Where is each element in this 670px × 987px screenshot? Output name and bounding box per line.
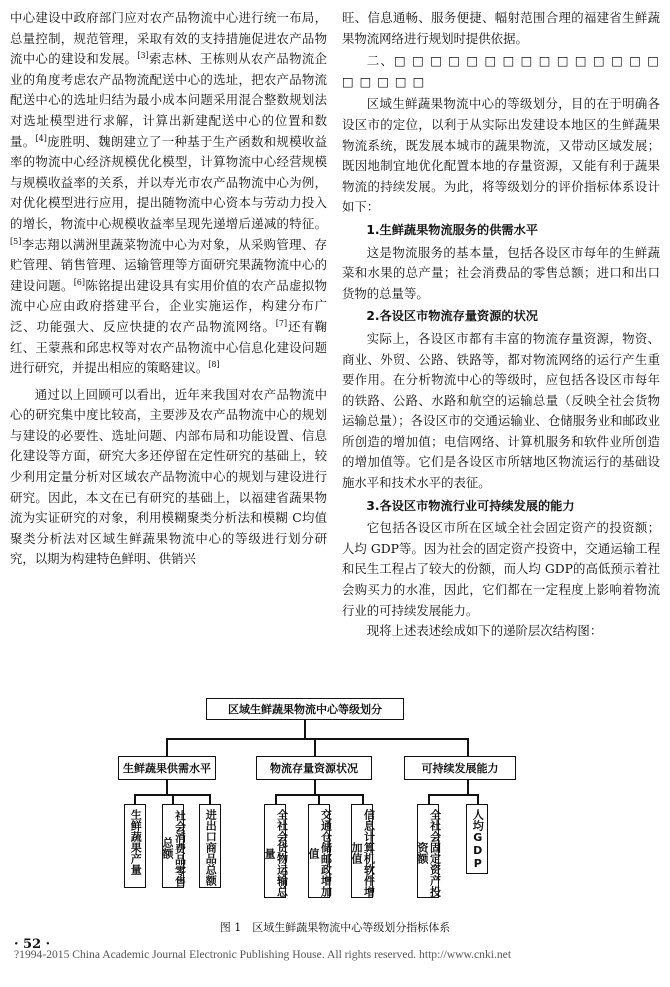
leaf-label: 人均GDP bbox=[471, 809, 485, 870]
leaf-label: 信息计算机软件增加值 bbox=[350, 809, 376, 897]
closing-sentence: 现将上述表述绘成如下的递阶层次结构图： bbox=[366, 623, 603, 639]
leaf-label: 全社会固定资产投资额 bbox=[416, 809, 442, 897]
connector bbox=[467, 780, 469, 794]
leaf-label: 社会消费品零售总额 bbox=[161, 809, 187, 887]
group-node-logistics-stock bbox=[256, 756, 372, 780]
text-run: 索志林、王栋则从农产品物流企业的角度考虑农产品物流配送中心的选址，把农产品物流配送中心的选址归结为最小成本问题采用混合整数规划法对选址模型进行求解，计算出新建配送中心的位置和数量。 bbox=[10, 51, 328, 149]
root-label: 区域生鲜蔬果物流中心等级划分 bbox=[228, 703, 382, 716]
text-run: 陈铭提出建设具有实用价值的农产品虚拟物流中心应由政府搭建平台，企业实施运作，构建分布广泛、功能强大、反应快捷的农产品物流网络。 bbox=[10, 277, 328, 334]
item1-text: 这是物流服务的基本量，包括各设区市每年的生鲜蔬菜和水果的总产量；社会消费品的零售总额；进口和出口货物的总量等。 bbox=[342, 244, 660, 301]
connector bbox=[134, 794, 136, 804]
connector bbox=[428, 794, 430, 804]
group-label: 可持续发展能力 bbox=[421, 762, 499, 775]
left-paragraph-2: 通过以上回顾可以看出，近年来我国对农产品物流中心的研究集中度比较高，主要涉及农产品物流中心的规划与建设的必要性、选址问题、内部布局和功能设置、信息化建设等方面，研究大多还停留在定性研究的基础上，较少利用定量分析对区域农产品物流中心的规划与建设进行研究。因此，本文在已有研究的基础上，以福建省蔬果物流为实证研究的对象，利用模糊聚类分析法和模糊 C均值聚类分析法对区域生鲜蔬果物流中心的等级进行划分研究，以期为构建特色鲜明、供销兴 bbox=[10, 386, 327, 567]
connector bbox=[166, 738, 468, 740]
connector bbox=[314, 738, 316, 756]
citation: [8] bbox=[208, 359, 220, 369]
text-run: 庞胜明、魏朗建立了一种基于生产函数和规模收益率的物流中心经济规模优化模型，计算物流中心经营规模与规模收益率的关系，并以寿光市农产品物流中心为例，对优化模型进行应用，提出随物流中心资本与劳动力投入的增长，物流中心规模收益率呈现先递增后递减的特征。 bbox=[10, 133, 328, 231]
item1-heading: 1.生鲜蔬果物流服务的供需水平 bbox=[366, 222, 538, 237]
item2-heading: 2.各设区市物流存量资源的状况 bbox=[366, 309, 538, 324]
citation: [5] bbox=[10, 236, 22, 246]
connector bbox=[172, 794, 174, 804]
connector bbox=[304, 720, 306, 738]
citation: [7] bbox=[275, 318, 288, 328]
item3-text: 它包括各设区市所在区域全社会固定资产的投资额；人均 GDP等。因为社会的固定资产投资中，交通运输工程和民生工程占了较大的份额，而人均 GDP的高低预示着社会购买力的水准，因此，它们都在一定程度上影响着物流行业的可持续发展能力。 bbox=[342, 520, 660, 618]
group-node-supply-demand bbox=[118, 756, 216, 780]
figure-caption: 图 1 区域生鲜蔬果物流中心等级划分指标体系 bbox=[219, 921, 451, 934]
connector bbox=[477, 794, 479, 804]
page-number: · 52 · bbox=[14, 937, 51, 952]
continuation-paragraph: 旺、信息通畅、服务便捷、幅射范围合理的福建省生鲜蔬果物流网络进行规划时提供依据。 bbox=[342, 10, 660, 46]
connector bbox=[166, 780, 168, 794]
right-column bbox=[342, 8, 660, 642]
text-run: 中心建设中政府部门应对农产品物流中心进行统一布局，总量控制，规范管理，采取有效的支持措施促进农产品物流中心的建设和发展。 bbox=[10, 10, 327, 67]
leaf-label: 生鲜蔬果产量 bbox=[129, 809, 143, 875]
citation: [3] bbox=[137, 51, 149, 61]
leaf-node bbox=[263, 804, 289, 898]
section-intro: 区域生鲜蔬果物流中心的等级划分，目的在于明确各设区市的定位，以利于从实际出发建设本地区的生鲜蔬果物流系统，既发展本城市的蔬果物流，又带动区域发展；既因地制宜地优化配置本地的存量资源，又能有利于蔬果物流的持续发展。为此，将等级划分的评价指标体系设计如下： bbox=[342, 96, 660, 215]
text-run: 李志翔以满洲里蔬菜物流中心为对象，从采购管理、存贮管理、销售管理、运输管理等方面研究果蔬物流中心的建设问题。 bbox=[10, 236, 327, 293]
leaf-node bbox=[124, 804, 146, 888]
copyright-footer: ?1994-2015 China Academic Journal Electronic Publishing House. All rights reserved. http://www.cnki.net bbox=[14, 948, 512, 961]
group-label: 物流存量资源状况 bbox=[270, 762, 358, 775]
leaf-label: 进出口商品总额 bbox=[204, 809, 218, 886]
citation: [6] bbox=[73, 277, 86, 287]
connector bbox=[318, 794, 320, 804]
connector bbox=[166, 738, 168, 756]
connector bbox=[428, 794, 478, 796]
group-label: 生鲜蔬果供需水平 bbox=[123, 762, 211, 775]
hierarchy-diagram bbox=[118, 698, 542, 908]
leaf-node bbox=[416, 804, 442, 898]
leaf-label: 全社会货物运输总量 bbox=[263, 809, 289, 897]
left-paragraph-1 bbox=[10, 8, 327, 379]
leaf-node bbox=[350, 804, 376, 898]
connector bbox=[275, 794, 277, 804]
section-heading: 二、□ □ □ □ □ □ □ □ □ □ □ □ □ □ □ □ □ □ □ □ bbox=[342, 53, 660, 89]
connector bbox=[209, 794, 211, 804]
connector bbox=[362, 794, 364, 804]
leaf-label: 交通仓储邮政增加值 bbox=[307, 809, 333, 897]
connector bbox=[467, 738, 469, 756]
item2-text: 实际上，各设区市都有丰富的物流存量资源，物资、商业、外贸、公路、铁路等，都对物流网络的运行产生重要作用。在分析物流中心的等级时，应包括各设区市每年的铁路、公路、水路和航空的运输总量（反映全社会货物运输总量）；各设区市的交通运输业、仓储服务业和邮政业所创造的增加值；电信网络、计算机服务和软件业所创造的增加值等。它们是各设区市所辖地区物流运行的基础设施水平和技术水平的表征。 bbox=[342, 330, 660, 491]
item3-heading: 3.各设区市物流行业可持续发展的能力 bbox=[366, 498, 575, 513]
leaf-node bbox=[466, 804, 488, 874]
left-column bbox=[10, 8, 327, 570]
connector bbox=[314, 780, 316, 794]
root-node bbox=[206, 698, 404, 720]
text-run: 还有鞠红、王蒙燕和邱忠权等对农产品物流中心信息化建设问题进行研究，并提出相应的策略建议。 bbox=[10, 318, 328, 376]
leaf-node bbox=[161, 804, 187, 888]
citation: [4] bbox=[35, 133, 47, 143]
leaf-node bbox=[199, 804, 221, 888]
leaf-node bbox=[307, 804, 333, 898]
group-node-sustainability bbox=[404, 756, 516, 780]
